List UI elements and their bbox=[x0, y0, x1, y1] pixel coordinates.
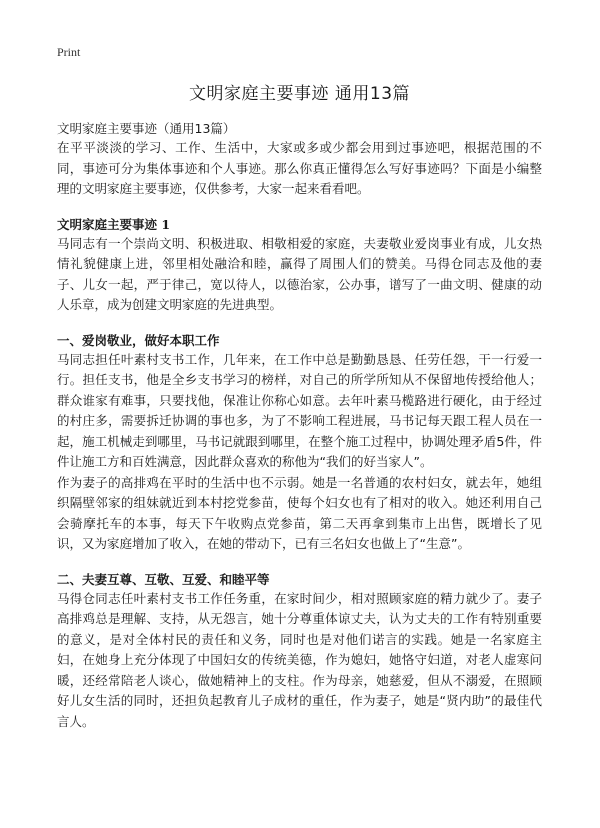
page-title: 文明家庭主要事迹 通用13篇 bbox=[188, 84, 411, 104]
paragraph-4: 马得仓同志任叶素村支书工作任务重，在家时间少，相对照顾家庭的精力就少了。妻子高排鸡总是理解、支持，从无怨言，她十分尊重体谅丈夫，认为丈夫的工作有特别重要的意义，是对全体村民的责任和义务，同时也是对他们诺言的实践。她是一名家庭主妇，在她身上充分体现了中国妇女的传统美德，作为媳妇，她恪守妇道，对老人虚寒问暖，还经常陪老人谈心，做她精神上的支柱。作为母亲，她慈爱，但从不溺爱，在照顾好儿女生活的同时，还担负起教育儿子成材的重任，作为妻子，她是“贤内助”的最佳代言人。 bbox=[57, 590, 542, 729]
paragraph-3: 作为妻子的高排鸡在平时的生活中也不示弱。她是一名普通的农村妇女，就去年，她组织隔壁邻家的组妹就近到本村挖党参苗，使每个妇女也有了相对的收入。她还利用自己会骑摩托车的本事，每天下午收购点党参苗，第二天再拿到集市上出售，既增长了见识，又为家庭增加了收入，在她的带动下，已有三名妇女也做上了“生意”。 bbox=[57, 474, 542, 551]
paragraph-1: 马同志有一个崇尚文明、积极进取、相敬相爱的家庭，夫妻敬业爱岗事业有成，儿女热情礼貌健康上进，邻里相处融洽和睦，赢得了周围人们的赞美。马得仓同志及他的妻子、儿女一起，严于律己，宽以待人，以德治家，公办事，谱写了一曲文明、健康的动人乐章，成为创建文明家庭的先进典型。 bbox=[57, 235, 542, 312]
document-subtitle: 文明家庭主要事迹（通用13篇） bbox=[57, 121, 236, 136]
section-title: 文明家庭主要事迹 1 bbox=[57, 216, 171, 232]
heading-1: 一、爱岗敬业，做好本职工作 bbox=[57, 332, 220, 348]
heading-2: 二、夫妻互尊、互敬、互爱、和睦平等 bbox=[57, 571, 270, 587]
intro-paragraph: 在平平淡淡的学习、工作、生活中，大家或多或少都会用到过事迹吧，根据范围的不同，事迹可分为集体事迹和个人事迹。那么你真正懂得怎么写好事迹吗？下面是小编整理的文明家庭主要事迹，仅供参考，大家一起来看看吧。 bbox=[57, 140, 542, 196]
print-link[interactable]: Print bbox=[57, 45, 81, 59]
paragraph-2: 马同志担任叶素村支书工作，几年来，在工作中总是勤勤恳恳、任劳任怨，干一行爱一行。担任支书，他是全乡支书学习的榜样，对自己的所学所知从不保留地传授给他人；群众谁家有难事，只要找他，保准让你称心如意。去年叶素马榄路进行硬化，由于经过的村庄多，需要拆迁协调的事也多，为了不影响工程进展，马书记每天跟工程人员在一起，施工机械走到哪里，马书记就跟到哪里，在整个施工过程中，协调处理矛盾5件，件件让施工方和百姓满意，因此群众喜欢的称他为“我们的好当家人”。 bbox=[57, 351, 542, 469]
